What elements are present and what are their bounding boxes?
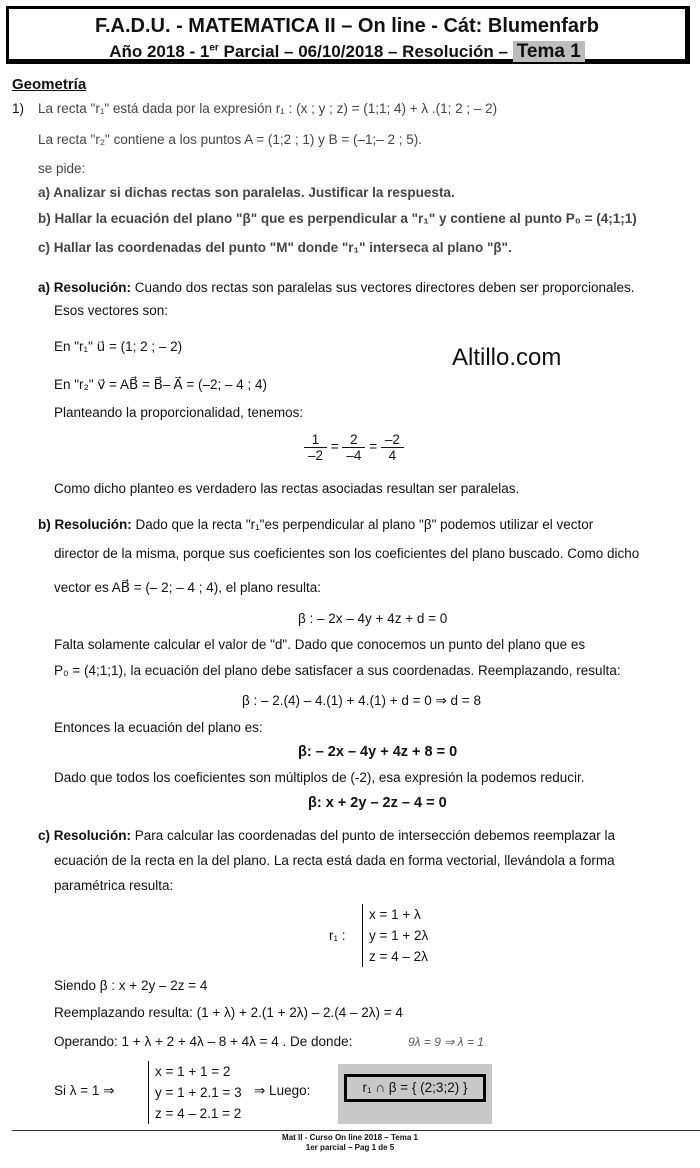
proportionality-text: Planteando la proporcionalidad, tenemos: [54, 405, 304, 420]
proportion-equation: $\frac{1}{-2}$ = $\frac{2}{-4}$ = $\frac{-2}{4}$ [304, 432, 404, 463]
point-system: x = 1 + 1 = 2 y = 1 + 2.1 = 3 z = 4 – 2.1 = 2 [148, 1061, 242, 1124]
header-title: F.A.D.U. - MATEMATICA II – On line - Cát: Blumenfarb [94, 15, 600, 37]
problem-line-2: La recta "r₂" contiene a los puntos A = (1;2 ; 1) y B = (–1;– 2 ; 5). [38, 132, 423, 147]
replacement-equation: Reemplazando resulta: (1 + λ) + 2.(1 + 2λ) – 2.(4 – 2λ) = 4 [54, 1005, 403, 1020]
part-c-line-1: c) Resolución: Para calcular las coordenadas del punto de intersección debemos reemplazar la [38, 828, 616, 843]
problem-line-3: se pide: [38, 161, 86, 176]
plane-equation-reduced: β: x + 2y – 2z – 4 = 0 [308, 795, 447, 811]
section-title: Geometría [12, 76, 87, 93]
part-c-line-3: paramétrica resulta: [54, 878, 174, 893]
part-b-line-3: vector es AB⃗ = (– 2; – 4 ; 4), el plano resulta: [54, 580, 322, 595]
vector-v: En "r₂" v⃗ = AB⃗ = B⃗– A⃗ = (–2; – 4 ; 4) [54, 377, 268, 392]
vector-u: En "r₁" u⃗ = (1; 2 ; – 2) [54, 339, 183, 354]
operating-equation: Operando: 1 + λ + 2 + 4λ – 8 + 4λ = 4 . De donde: [54, 1034, 353, 1049]
lambda-condition: Si λ = 1 ⇒ [54, 1083, 115, 1098]
luego-text: ⇒ Luego: [254, 1083, 311, 1098]
part-a-line-2: Esos vectores son: [54, 303, 169, 318]
header-box [6, 6, 690, 64]
plane-equation: β: – 2x – 4y + 4z + 8 = 0 [298, 744, 458, 760]
header-subtitle: Año 2018 - 1er Parcial – 06/10/2018 – Resolución – Tema 1 [9, 41, 685, 63]
part-a-line-1: a) Resolución: Cuando dos rectas son paralelas sus vectores directores deben ser proporcionales. [38, 280, 635, 295]
part-b-line-5: P₀ = (4;1;1), la ecuación del plano debe satisfacer a sus coordenadas. Reemplazando, resulta: [54, 663, 621, 678]
substitution-equation: β : – 2.(4) – 4.(1) + 4.(1) + d = 0 ⇒ d = 8 [242, 693, 481, 708]
result-box: r₁ ∩ β = { (2;3;2) } [344, 1074, 486, 1102]
plane-equation-general: β : – 2x – 4y + 4z + d = 0 [298, 611, 448, 626]
footer-line-2: 1er parcial – Pag 1 de 5 [305, 1143, 395, 1152]
footer-line-1: Mat II - Curso On line 2018 – Tema 1 [282, 1133, 418, 1142]
question-a: a) Analizar si dichas rectas son paralelas. Justificar la respuesta. [38, 185, 455, 200]
parametric-system: x = 1 + λ y = 1 + 2λ z = 4 – 2λ [362, 904, 428, 967]
siendo-plane: Siendo β : x + 2y – 2z = 4 [54, 978, 208, 993]
part-b-line-4: Falta solamente calcular el valor de "d". Dado que conocemos un punto del plano que es [54, 637, 586, 652]
lambda-solution: 9λ = 9 ⇒ λ = 1 [408, 1035, 484, 1049]
part-a-conclusion: Como dicho planteo es verdadero las rectas asociadas resultan ser paralelas. [54, 481, 520, 496]
part-b-line-7: Dado que todos los coeficientes son múltiplos de (-2), esa expresión la podemos reducir. [54, 770, 585, 785]
problem-number: 1) [12, 101, 25, 116]
part-b-line-1: b) Resolución: Dado que la recta "r₁"es perpendicular al plano "β" podemos utilizar el vector [38, 517, 594, 532]
question-c: c) Hallar las coordenadas del punto "M" donde "r₁" interseca al plano "β". [38, 240, 512, 255]
part-b-line-6: Entonces la ecuación del plano es: [54, 720, 263, 735]
footer-divider [12, 1130, 700, 1131]
watermark: Altillo.com [452, 344, 562, 371]
tema-badge: Tema 1 [513, 41, 585, 62]
part-c-line-2: ecuación de la recta en la del plano. La recta está dada en forma vectorial, llevándola a forma [54, 853, 615, 868]
r1-label: r₁ : [329, 928, 346, 943]
footer [0, 1133, 700, 1153]
question-b: b) Hallar la ecuación del plano "β" que es perpendicular a "r₁" y contiene al punto P₀ = (4;1;1) [38, 211, 637, 226]
part-b-line-2: director de la misma, porque sus coeficientes son los coeficientes del plano buscado. Como dicho [54, 546, 640, 561]
problem-line-1: La recta "r₁" está dada por la expresión r₁ : (x ; y ; z) = (1;1; 4) + λ .(1; 2 ; – 2) [38, 101, 498, 116]
